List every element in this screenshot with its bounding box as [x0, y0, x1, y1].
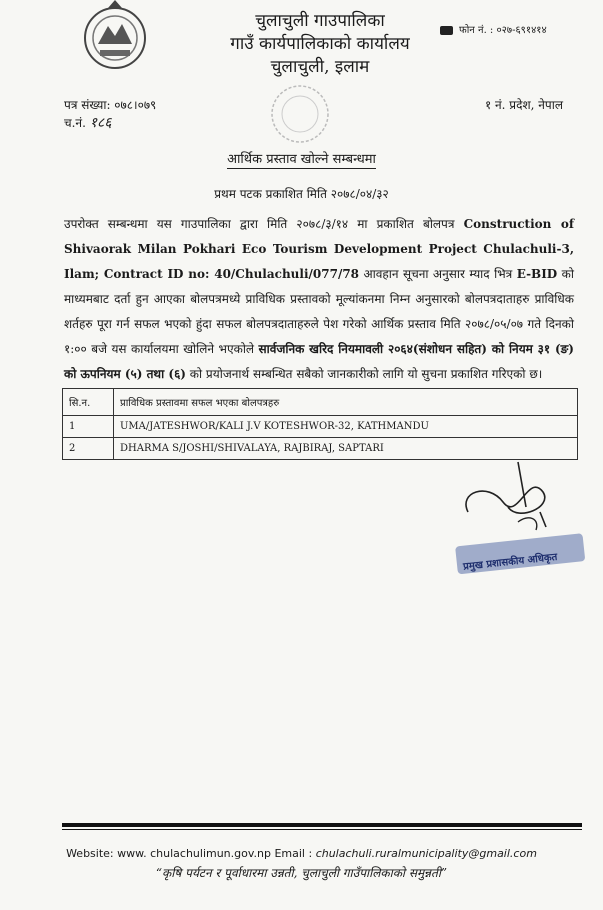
phone-number: फोन नं. : ०२७-६९१४१४	[459, 25, 547, 36]
dispatch-line	[64, 114, 156, 132]
row-bidder: UMA/JATESHWOR/KALI J.V KOTESHWOR-32, KATHMANDU	[114, 416, 578, 438]
province-label: १ नं. प्रदेश, नेपाल	[484, 98, 563, 112]
body-part-7: को प्रयोजनार्थ सम्बन्धित सबैको जानकारीको लागि यो सुचना प्रकाशित गरिएको छ।	[185, 367, 543, 381]
footer-contact	[0, 847, 603, 860]
table-header-row	[63, 389, 578, 416]
body-part-3: आवहान सूचना अनुसार म्याद भित्र	[359, 267, 517, 281]
ebid-label: E-BID	[516, 267, 558, 281]
office-heading	[205, 10, 435, 79]
office-seal-stamp	[255, 74, 345, 144]
letter-number: पत्र संख्या: ०७८।०७९	[64, 98, 157, 112]
signature-and-stamp	[448, 452, 588, 582]
signature-scribble	[466, 462, 546, 527]
body-part-5: को माध्यमबाट दर्ता हुन आएका बोलपत्रमध्ये प्राविधिक प्रस्तावको मूल्यांकनमा निम्न अनुसारको बोलपत्रदाताहरु प्राविधिक शर्तहरु पूरा गर्न सफल भएको हुंदा सफल बोलपत्रदाताहरुले पेश गरेको आर्थिक प्रस्ताव मिति २०७८/०५/०७ गते दिनको १:०० बजे यस कार्यालयमा खोलिने भएकोले	[64, 267, 574, 356]
header-serial: सि.न.	[63, 389, 114, 416]
email-address: chulachuli.ruralmunicipality@gmail.com	[315, 847, 537, 860]
municipality-name: चुलाचुली गाउपालिका	[255, 11, 385, 31]
stamp-title: प्रमुख प्रशासकीय अधिकृत	[462, 551, 558, 573]
footer-slogan: “कृषि पर्यटन र पूर्वाधारमा उन्नती, चुलाचुली गाउँपालिकाको समुन्नती”	[155, 866, 448, 880]
project-title: Construction of Shivaorak Milan Pokhari Eco Tourism Development Project Chulachuli-3, Ilam; Contract ID no: 40/Chulachuli/077/78	[64, 217, 574, 281]
table-row	[63, 416, 578, 438]
row-bidder: DHARMA S/JOSHI/SHIVALAYA, RAJBIRAJ, SAPTARI	[114, 438, 578, 460]
office-location: चुलाचुली, इलाम	[270, 57, 370, 77]
row-serial: 2	[63, 438, 114, 460]
footer-divider-thin	[62, 829, 582, 830]
phone-line	[440, 22, 547, 36]
subject-line	[0, 149, 603, 167]
website-label: Website: www. chulachulimun.gov.np Email :	[66, 847, 316, 860]
reference-block	[64, 96, 156, 132]
phone-icon	[440, 26, 453, 35]
regulation-reference: सार्वजनिक खरिद नियमावली २०६४(संशोधन सहित) को नियम ३१ (ङ) को ऊपनियम (५) तथा (६)	[64, 342, 574, 381]
dispatch-number: १८६	[89, 115, 112, 131]
body-part-1: उपरोक्त सम्बन्धमा यस गाउपालिका द्वारा मिति २०७८/३/१४ मा प्रकाशित बोलपत्र	[64, 217, 464, 231]
nepal-emblem-icon	[80, 0, 150, 72]
dispatch-label: च.नं.	[64, 116, 86, 130]
header-bidder: प्राविधिक प्रस्तावमा सफल भएका बोलपत्रहरु	[114, 389, 578, 416]
successful-bidders-table	[62, 388, 578, 460]
footer-divider-thick	[62, 823, 582, 827]
office-name: गाउँ कार्यपालिकाको कार्यालय	[230, 34, 410, 54]
row-serial: 1	[63, 416, 114, 438]
publication-date: प्रथम पटक प्रकाशित मिति २०७८/०४/३२	[214, 187, 389, 201]
subject-text: आर्थिक प्रस्ताव खोल्ने सम्बन्धमा	[227, 152, 376, 167]
notice-body	[64, 212, 574, 387]
